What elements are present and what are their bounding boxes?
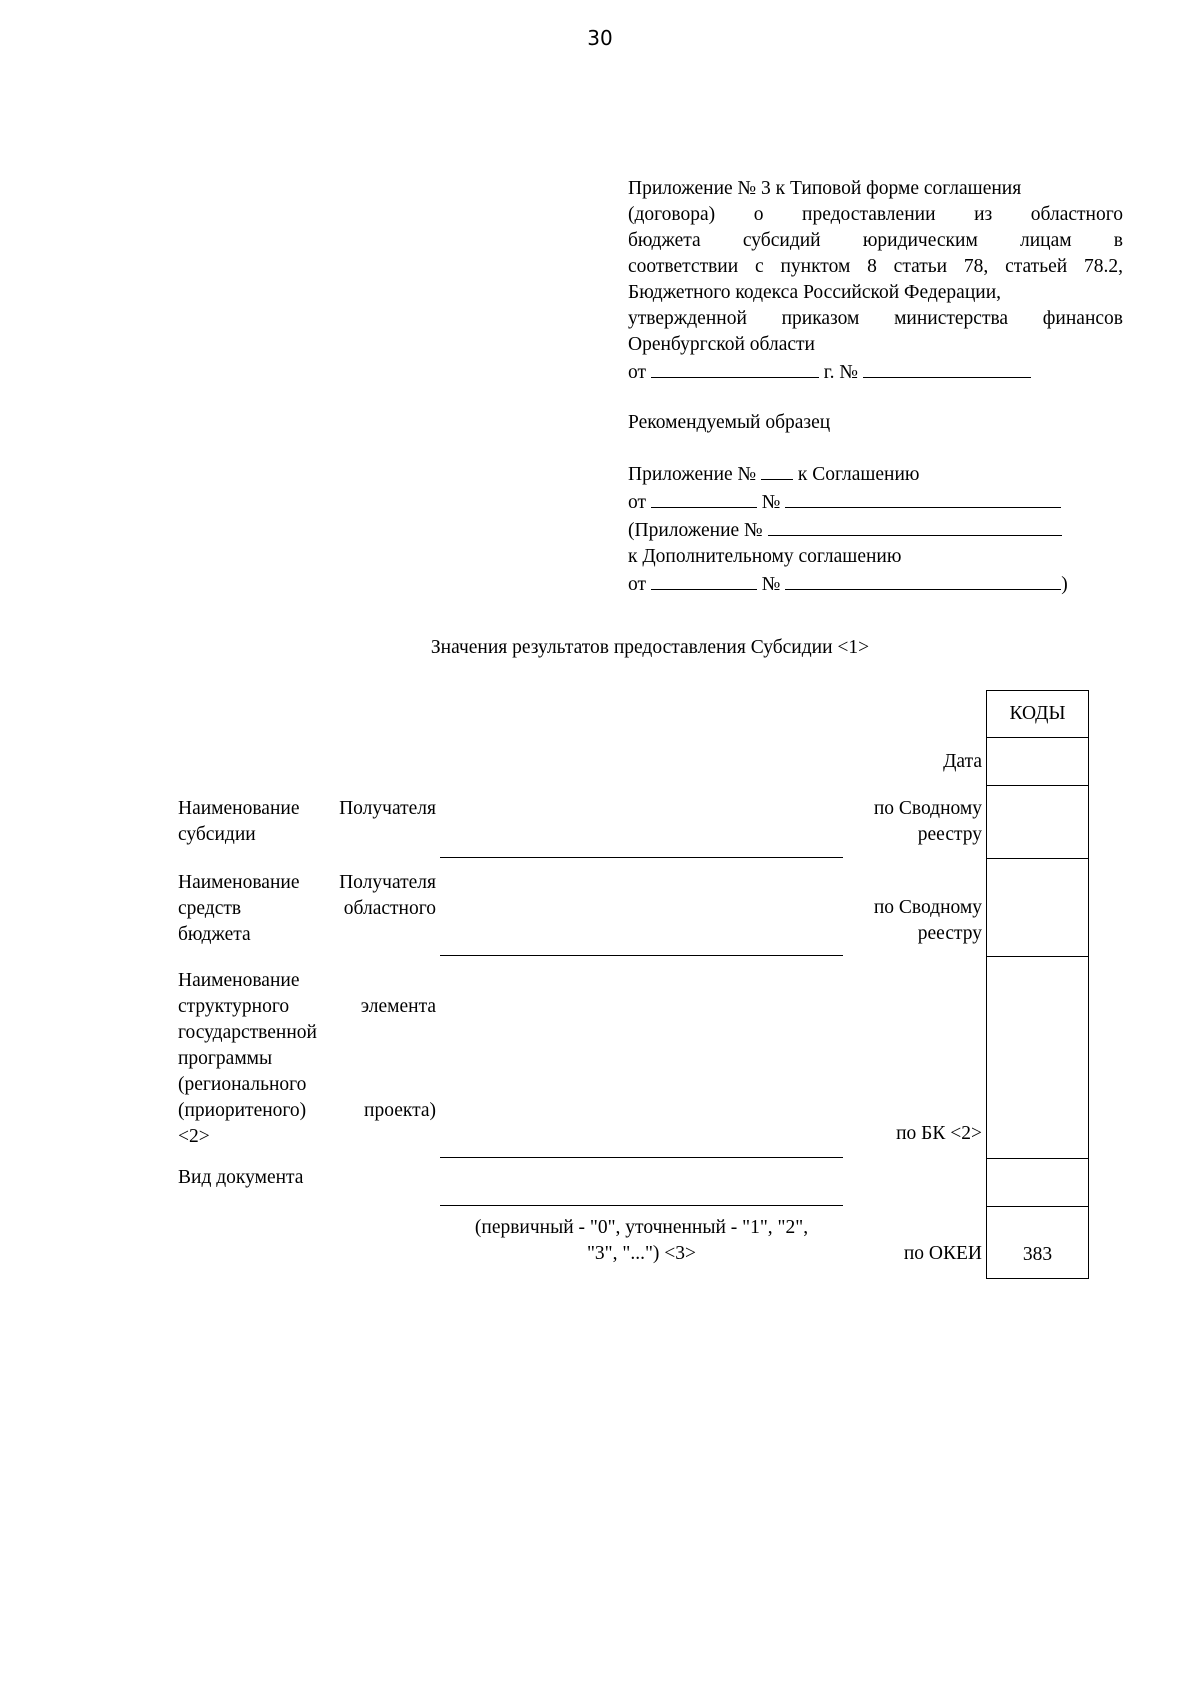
note-line: "3", "...") <3> — [586, 1243, 697, 1264]
year-no-label: г. № — [823, 362, 858, 383]
label-line: программы — [178, 1048, 273, 1069]
recipient-funds-label — [178, 870, 436, 948]
number-label: № — [761, 574, 781, 595]
supplementary-date-line — [628, 570, 1123, 598]
header-line: соответствии с пунктом 8 статьи 78, статьей 78.2, — [628, 256, 1123, 277]
number-label: № — [761, 492, 781, 513]
header-line: Оренбургской области — [628, 334, 815, 355]
struct-element-name-line[interactable] — [440, 1157, 843, 1158]
label-line: (приоритеного) проекта) — [178, 1100, 436, 1121]
date-blank — [651, 358, 819, 378]
code-cell-recipient[interactable] — [986, 786, 1089, 859]
label-line: государственной — [178, 1022, 317, 1043]
label-line: Наименование Получателя — [178, 798, 436, 819]
recipient-name-line[interactable] — [440, 857, 843, 858]
doc-type-note — [440, 1215, 843, 1267]
bk-label: по БК <2> — [896, 1123, 982, 1144]
from-label: от — [628, 574, 647, 595]
header-line: (договора) о предоставлении из областного — [628, 204, 1123, 225]
appendix-suffix: к Соглашению — [797, 464, 920, 485]
label-line: бюджета — [178, 924, 251, 945]
codes-header: КОДЫ — [986, 690, 1089, 738]
agreement-date-line — [628, 488, 1123, 516]
header-line: утвержденной приказом министерства финансов — [628, 308, 1123, 329]
number-blank — [785, 488, 1061, 508]
registry-label-line: реестру — [917, 923, 982, 944]
registry-label-line: по Сводному — [873, 897, 982, 918]
date-label: Дата — [943, 751, 982, 772]
header-line: бюджета субсидий юридическим лицам в — [628, 230, 1123, 251]
date-blank — [651, 488, 757, 508]
appendix-prefix: Приложение № — [628, 464, 757, 485]
label-line: Наименование Получателя — [178, 872, 436, 893]
doc-type-label: Вид документа — [178, 1167, 304, 1188]
recipient-label — [178, 796, 436, 848]
note-line: (первичный - "0", уточненный - "1", "2", — [474, 1217, 809, 1238]
page-number: 30 — [587, 26, 613, 50]
appendix2-number-blank — [768, 516, 1062, 536]
label-line: структурного элемента — [178, 996, 436, 1017]
appendix-line — [628, 460, 1123, 488]
number-blank — [785, 570, 1061, 590]
header-line: Приложение № 3 к Типовой форме соглашения — [628, 178, 1022, 199]
label-line: субсидии — [178, 824, 256, 845]
recipient-funds-name-line[interactable] — [440, 955, 843, 956]
number-blank — [863, 358, 1031, 378]
label-line: средств областного — [178, 898, 436, 919]
header-date-line — [628, 358, 1123, 386]
registry-label-line: по Сводному — [873, 798, 982, 819]
registry-label-line: реестру — [917, 824, 982, 845]
supplementary-label: к Дополнительному соглашению — [628, 546, 902, 567]
form-title: Значения результатов предоставления Субсидии <1> — [430, 637, 870, 658]
from-label: от — [628, 492, 647, 513]
label-line: Наименование — [178, 970, 300, 991]
appendix2-line — [628, 516, 1123, 544]
date-blank — [651, 570, 757, 590]
code-cell-okei: 383 — [986, 1207, 1089, 1279]
appendix-number-blank — [761, 460, 793, 480]
appendix-header — [628, 176, 1123, 598]
close-paren: ) — [1061, 574, 1068, 595]
header-line: Бюджетного кодекса Российской Федерации, — [628, 282, 1002, 303]
code-cell-bk[interactable] — [986, 957, 1089, 1159]
recipient-registry-label — [802, 796, 982, 848]
okei-label: по ОКЕИ — [903, 1243, 982, 1264]
doc-type-line[interactable] — [440, 1205, 843, 1206]
appendix2-prefix: (Приложение № — [628, 520, 763, 541]
struct-element-label — [178, 968, 436, 1150]
from-label: от — [628, 362, 647, 383]
label-line: (регионального — [178, 1074, 307, 1095]
recipient-funds-registry-label — [802, 895, 982, 947]
recommended-sample: Рекомендуемый образец — [628, 412, 831, 433]
code-cell-date[interactable] — [986, 738, 1089, 786]
code-cell-doc-type[interactable] — [986, 1159, 1089, 1207]
label-line: <2> — [178, 1126, 210, 1147]
code-cell-recipient-funds[interactable] — [986, 859, 1089, 957]
